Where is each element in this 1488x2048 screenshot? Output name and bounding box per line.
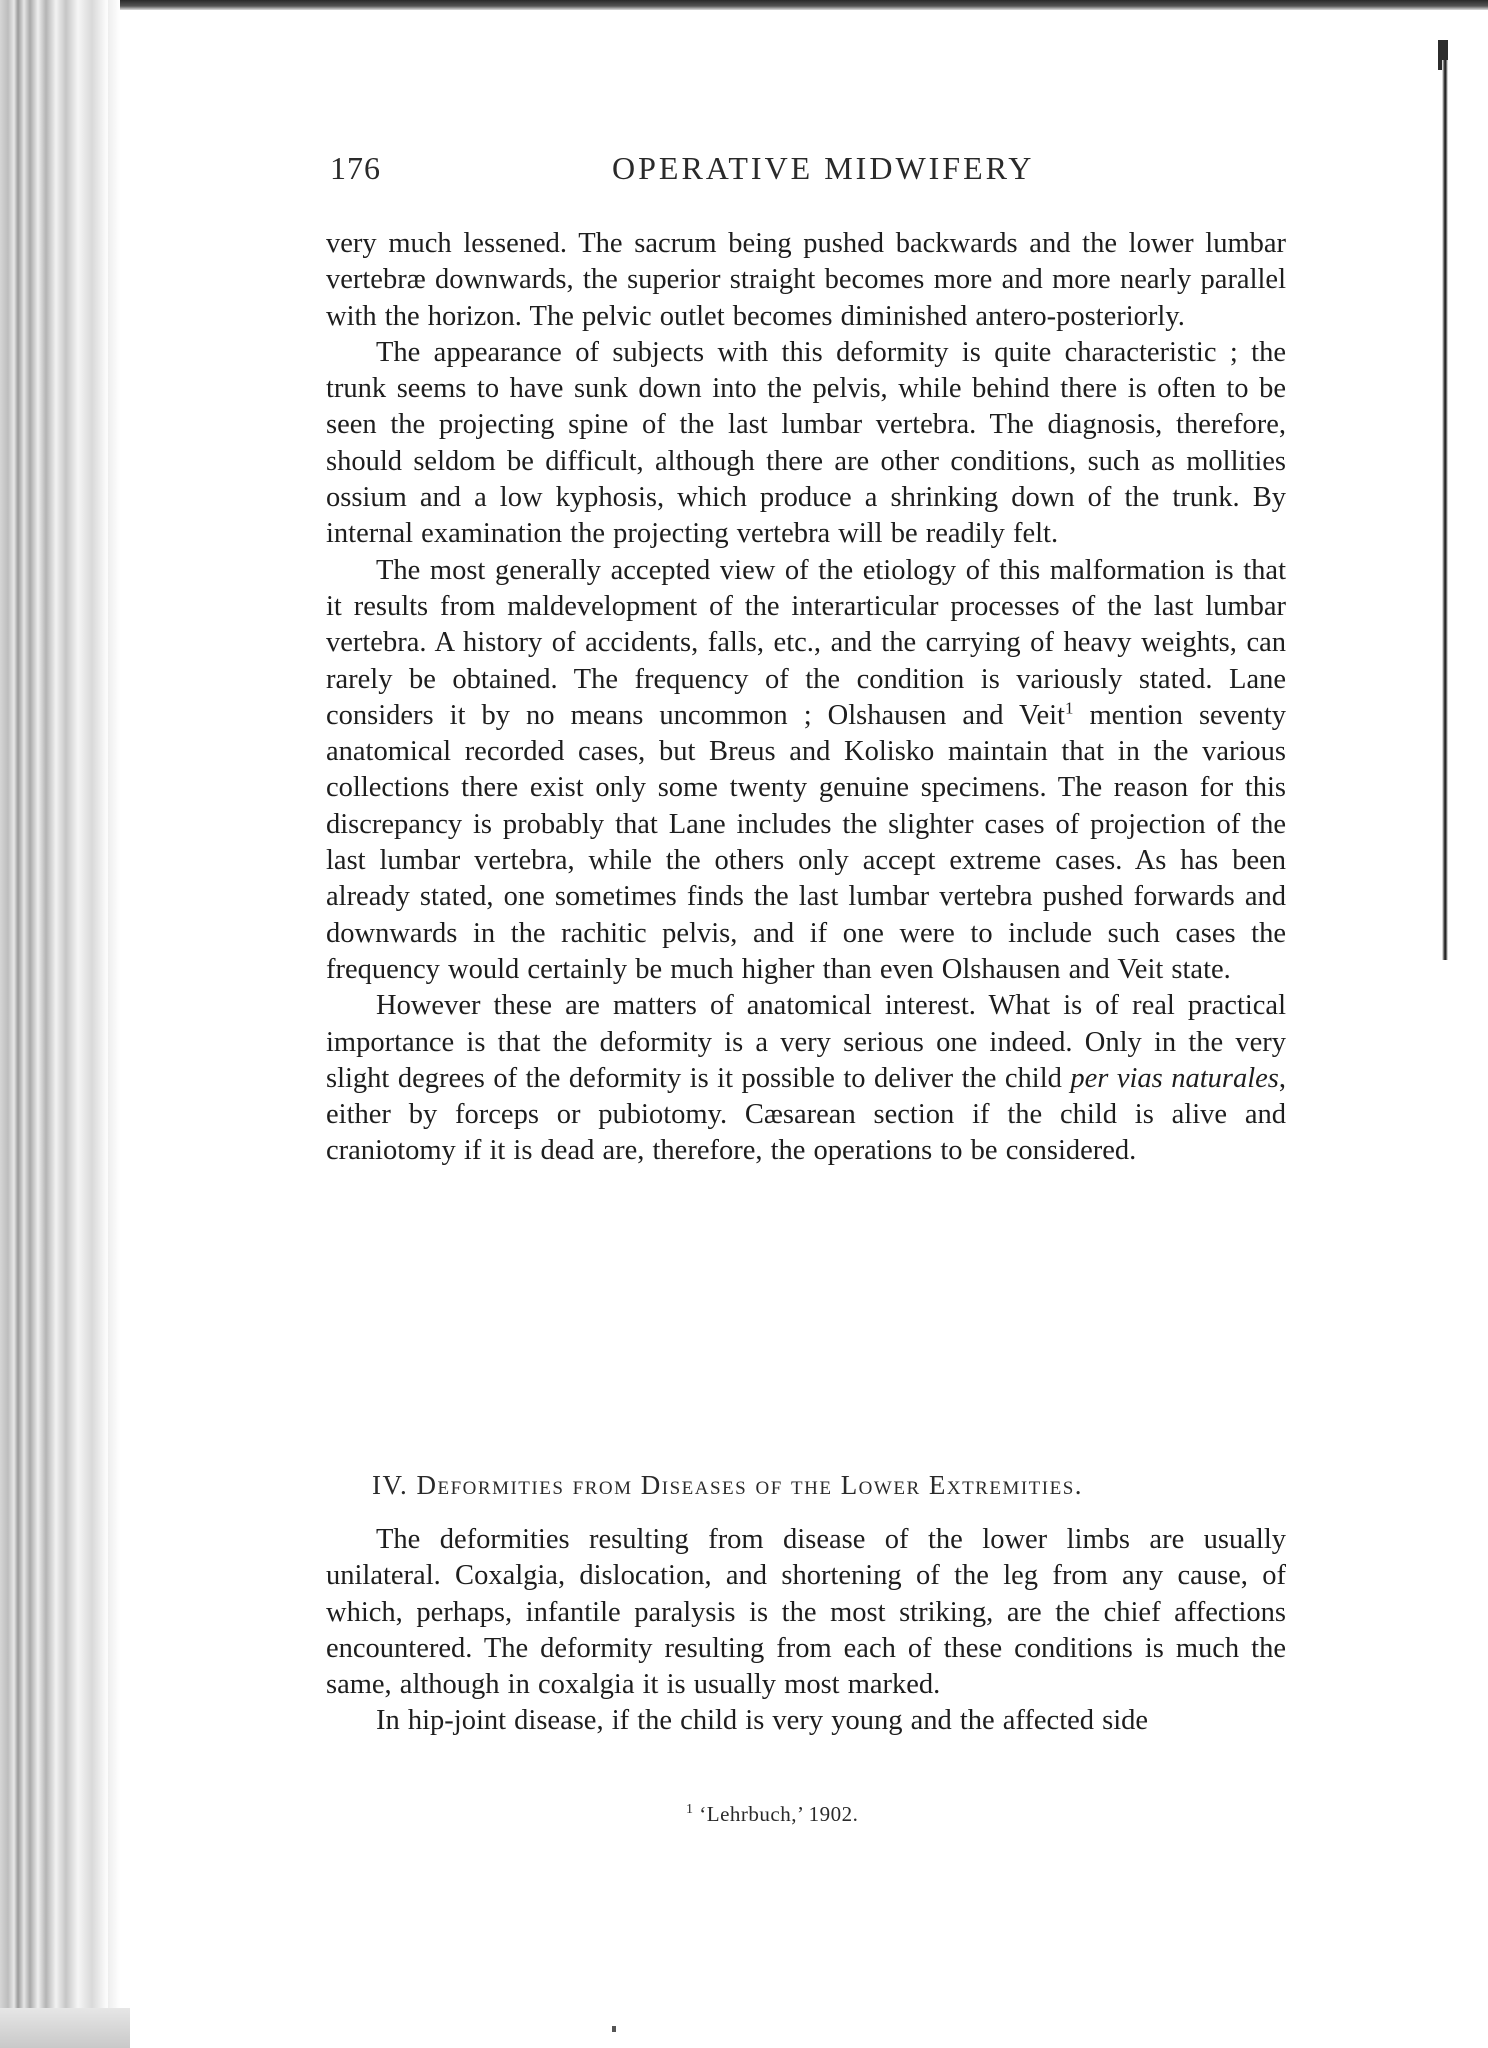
italic-phrase: per vias naturales [1070, 1062, 1279, 1094]
footnote-text: ‘Lehrbuch,’ 1902. [699, 1802, 859, 1826]
main-text [326, 226, 1286, 1170]
footnote-reference: 1 [1064, 698, 1074, 718]
scan-dust-mark [612, 2026, 616, 2032]
paragraph-lower-limbs: The deformities resulting from disease of the lower limbs are usually unilateral. Coxalgia, dislocation, and shortening of the leg from any cause, of which, perhaps, infantile paralysis is the most striking, are the chief affections encountered. The deformity resulting from each of these conditions is much the same, although in coxalgia it is usually most marked. [326, 1524, 1286, 1701]
book-page-stack [0, 0, 118, 2048]
paragraph-etiology [326, 553, 1286, 989]
paragraph-continuation: very much lessened. The sacrum being pushed backwards and the lower lumbar vertebræ downwards, the superior straight becomes more and more nearly parallel with the horizon. The pelvic outlet becomes diminished antero-posteriorly. [326, 228, 1286, 332]
footnote-mark: 1 [686, 1802, 694, 1817]
scan-top-edge [0, 0, 1488, 10]
page-stack-bottom [0, 2008, 130, 2048]
footnote [686, 1802, 858, 1827]
paragraph-etiology-part-2: mention seventy anatomical recorded cases, but Breus and Kolisko maintain that in the various collections there exist only some twenty genuine specimens. The reason for this discrepancy is probably that Lane includes the slighter cases of projection of the last lumbar vertebra, while the others only accept extreme cases. As has been already stated, one sometimes finds the last lumbar vertebra pushed forwards and downwards in the rachitic pelvis, and if one were to include such cases the frequency would certainly be much higher than even Olshausen and Veit state. [326, 699, 1287, 985]
section-heading: IV. Deformities from Diseases of the Lower Extremities. [372, 1470, 1084, 1500]
section-text [326, 1522, 1286, 1740]
paragraph-practical-part-1: However these are matters of anatomical interest. What is of real practical importance is that the deformity is a very serious one indeed. Only in the very slight degrees of the deformity is it possible to deliver the child [326, 990, 1286, 1094]
gutter-shadow [108, 0, 120, 2048]
paragraph-hip-joint: In hip-joint disease, if the child is very young and the affected side [376, 1705, 1149, 1737]
paragraph-practical-importance [326, 988, 1286, 1169]
page-number: 176 [330, 150, 381, 186]
running-title: OPERATIVE MIDWIFERY [612, 150, 1035, 186]
scan-right-edge [1442, 60, 1448, 960]
paragraph-practical-part-2: , either by forceps or pubiotomy. Cæsarean section if the child is alive and craniotomy if it is dead are, therefore, the operations to be considered. [326, 1062, 1286, 1167]
paragraph-etiology-part-1: The most generally accepted view of the etiology of this malformation is that it results from maldevelopment of the interarticular processes of the last lumbar vertebra. A history of accidents, falls, etc., and the carrying of heavy weights, can rarely be obtained. The frequency of the condition is variously stated. Lane considers it by no means uncommon ; Olshausen and Veit [326, 554, 1286, 731]
paragraph-appearance: The appearance of subjects with this deformity is quite characteristic ; the trunk seems to have sunk down into the pelvis, while behind there is often to be seen the projecting spine of the last lumbar vertebra. The diagnosis, therefore, should seldom be difficult, although there are other conditions, such as mollities ossium and a low kyphosis, which produce a shrinking down of the trunk. By internal examination the projecting vertebra will be readily felt. [326, 336, 1286, 550]
